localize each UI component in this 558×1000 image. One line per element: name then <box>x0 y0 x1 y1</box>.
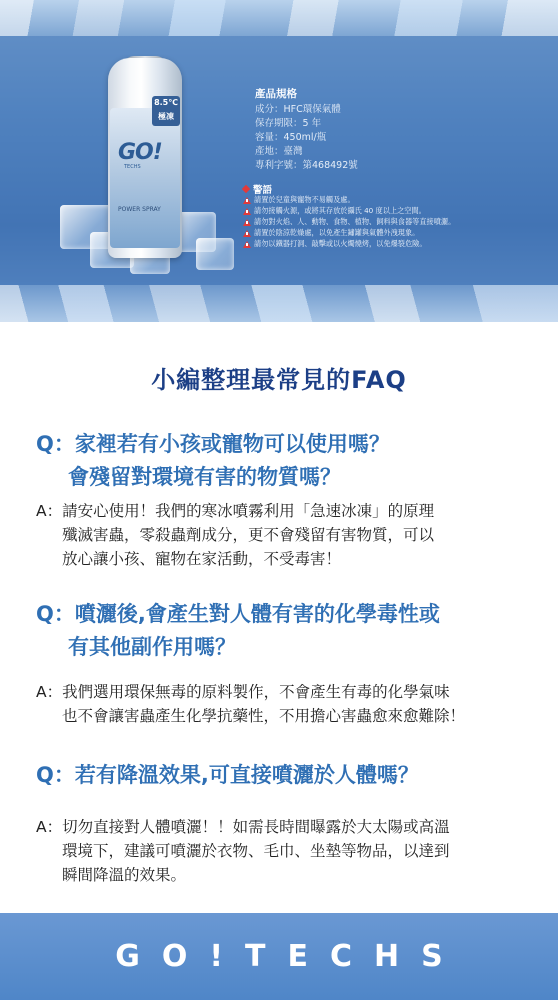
ice-cube-image <box>196 238 234 270</box>
answer-text: 瞬間降溫的效果。 <box>62 866 187 884</box>
warning-triangle-icon <box>243 241 251 248</box>
spec-line: 容量：450ml/瓶 <box>255 132 327 143</box>
warning-item: 請置於陰涼乾燥處，以免產生鏽罐與氣體外洩現象。 <box>243 228 419 238</box>
brand-logo-sub: TECHS <box>124 164 141 170</box>
temperature-badge: 8.5℃ 極凍 <box>152 96 180 126</box>
question-text: 有其他副作用嗎？ <box>68 635 236 659</box>
spec-title: 產品規格 <box>255 88 297 100</box>
spec-line: 專利字號：第468492號 <box>255 160 358 171</box>
product-hero <box>0 0 558 322</box>
ice-texture-top <box>0 0 558 36</box>
warning-item: 請置於兒童與寵物不易觸及處。 <box>243 195 355 205</box>
answer-text: 我們選用環保無毒的原料製作，不會產生有毒的化學氣味 <box>62 683 450 701</box>
question-prefix: Q： <box>36 763 75 787</box>
faq-question <box>36 759 419 792</box>
warning-item: 請勿以鐵器打洞、敲擊或以火燭燒烤，以免爆裂危險。 <box>243 239 427 249</box>
ice-texture-bottom <box>0 285 558 322</box>
warning-triangle-icon <box>243 197 251 204</box>
warning-item: 請勿接觸火源，或將其存放於攝氏 40 度以上之空間。 <box>243 206 426 216</box>
faq-answer <box>36 815 450 887</box>
question-prefix: Q： <box>36 602 75 626</box>
spec-line: 成分：HFC環保氣體 <box>255 104 341 115</box>
spec-line: 產地：臺灣 <box>255 146 303 157</box>
warning-triangle-icon <box>243 219 251 226</box>
warning-triangle-icon <box>243 208 251 215</box>
faq-answer <box>36 499 434 571</box>
faq-heading: 小編整理最常見的FAQ <box>151 366 407 394</box>
spec-line: 保存期限：5 年 <box>255 118 322 129</box>
warning-triangle-icon <box>243 230 251 237</box>
answer-text: 殲滅害蟲，零殺蟲劑成分，更不會殘留有害物質，可以 <box>62 526 435 544</box>
answer-text: 切勿直接對人體噴灑！！如需長時間曝露於大太陽或高溫 <box>62 818 450 836</box>
footer-brand: GO!TECHS <box>115 939 465 974</box>
answer-prefix: A： <box>36 502 63 520</box>
answer-text: 請安心使用！我們的寒冰噴霧利用「急速冰凍」的原理 <box>62 502 435 520</box>
warning-item: 請勿對火焰、人、動物、食物、植物、飼料與食器等直接噴灑。 <box>243 217 455 227</box>
footer-banner <box>0 913 558 1000</box>
question-prefix: Q： <box>36 432 75 456</box>
question-text: 若有降溫效果,可直接噴灑於人體嗎？ <box>74 763 419 787</box>
warning-title: 警語 <box>243 182 272 196</box>
answer-text: 放心讓小孩、寵物在家活動，不受毒害！ <box>62 550 342 568</box>
faq-question <box>36 598 440 664</box>
question-text: 噴灑後,會產生對人體有害的化學毒性或 <box>74 602 440 626</box>
brand-logo: GO! <box>118 140 162 165</box>
answer-prefix: A： <box>36 818 63 836</box>
question-text: 會殘留對環境有害的物質嗎？ <box>68 465 341 489</box>
power-spray-label: POWER SPRAY <box>118 206 161 213</box>
question-text: 家裡若有小孩或寵物可以使用嗎？ <box>74 432 390 456</box>
answer-prefix: A： <box>36 683 63 701</box>
answer-text: 環境下，建議可噴灑於衣物、毛巾、坐墊等物品，以達到 <box>62 842 450 860</box>
faq-answer <box>36 680 465 728</box>
faq-question <box>36 428 390 494</box>
spray-can-label <box>110 108 180 248</box>
warning-diamond-icon <box>242 185 250 193</box>
answer-text: 也不會讓害蟲產生化學抗藥性，不用擔心害蟲愈來愈難除！ <box>62 707 466 725</box>
